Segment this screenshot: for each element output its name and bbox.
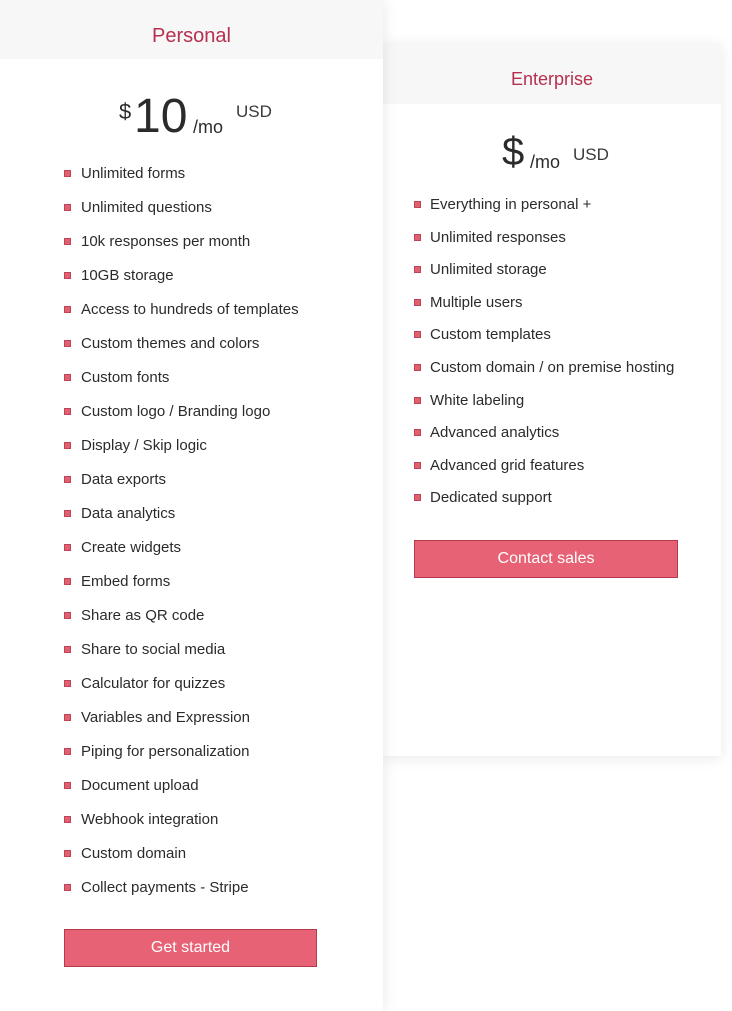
personal-price-currency: $ — [119, 99, 132, 124]
bullet-icon — [414, 331, 421, 338]
feature-label: Share to social media — [81, 641, 226, 658]
contact-sales-button[interactable]: Contact sales — [414, 540, 678, 578]
bullet-icon — [414, 299, 421, 306]
feature-label: Access to hundreds of templates — [81, 301, 299, 318]
bullet-icon — [64, 816, 71, 823]
feature-label: Unlimited forms — [81, 165, 186, 182]
bullet-icon — [64, 238, 71, 245]
feature-label: Custom domain — [81, 845, 187, 862]
bullet-icon — [64, 476, 71, 483]
bullet-icon — [64, 714, 71, 721]
feature-label: Unlimited responses — [430, 228, 566, 246]
bullet-icon — [414, 234, 421, 241]
feature-label: Multiple users — [430, 293, 523, 311]
feature-label: Collect payments - Stripe — [81, 879, 249, 896]
bullet-icon — [64, 442, 71, 449]
bullet-icon — [64, 510, 71, 517]
bullet-icon — [64, 340, 71, 347]
feature-label: Create widgets — [81, 539, 182, 556]
feature-label: Display / Skip logic — [81, 437, 207, 454]
bullet-icon — [64, 306, 71, 313]
bullet-icon — [64, 544, 71, 551]
enterprise-plan-title: Enterprise — [383, 44, 721, 104]
enterprise-price-unit: USD — [573, 145, 609, 164]
feature-label: Everything in personal + — [430, 196, 592, 213]
feature-label: Unlimited questions — [81, 199, 212, 216]
feature-label: Variables and Expression — [81, 709, 250, 726]
get-started-button[interactable]: Get started — [64, 929, 317, 967]
feature-label: Webhook integration — [81, 811, 219, 828]
enterprise-plan-card — [383, 44, 721, 756]
feature-label: Custom themes and colors — [81, 335, 260, 352]
feature-label: Data analytics — [81, 505, 176, 522]
feature-label: Custom fonts — [81, 369, 170, 386]
feature-label: 10k responses per month — [81, 233, 251, 250]
personal-plan-title: Personal — [0, 0, 383, 59]
bullet-icon — [414, 201, 421, 208]
feature-label: Custom domain / on premise hosting — [430, 358, 675, 376]
personal-price-amount: 10 — [134, 90, 188, 143]
feature-label: Advanced grid features — [430, 456, 585, 474]
feature-label: Data exports — [81, 471, 167, 488]
feature-label: 10GB storage — [81, 267, 174, 284]
feature-label: Advanced analytics — [430, 424, 560, 442]
bullet-icon — [64, 578, 71, 585]
feature-label: White labeling — [430, 391, 525, 409]
bullet-icon — [64, 782, 71, 789]
bullet-icon — [64, 646, 71, 653]
bullet-icon — [414, 462, 421, 469]
enterprise-price — [383, 104, 721, 184]
enterprise-price-period: /mo — [530, 152, 561, 172]
bullet-icon — [64, 374, 71, 381]
feature-label: Calculator for quizzes — [81, 675, 226, 692]
bullet-icon — [64, 884, 71, 891]
feature-label: Dedicated support — [430, 489, 552, 507]
personal-price-unit: USD — [236, 102, 272, 121]
feature-label: Piping for personalization — [81, 743, 250, 760]
personal-price-period: /mo — [193, 117, 224, 137]
bullet-icon — [414, 429, 421, 436]
feature-label: Unlimited storage — [430, 261, 547, 279]
feature-label: Document upload — [81, 777, 199, 794]
bullet-icon — [64, 680, 71, 687]
bullet-icon — [64, 204, 71, 211]
feature-label: Custom logo / Branding logo — [81, 403, 271, 420]
bullet-icon — [64, 612, 71, 619]
bullet-icon — [64, 170, 71, 177]
feature-label: Custom templates — [430, 326, 551, 344]
bullet-icon — [64, 408, 71, 415]
feature-label: Share as QR code — [81, 607, 205, 624]
bullet-icon — [64, 850, 71, 857]
bullet-icon — [414, 397, 421, 404]
personal-price — [0, 59, 383, 143]
bullet-icon — [414, 494, 421, 501]
bullet-icon — [64, 272, 71, 279]
bullet-icon — [414, 364, 421, 371]
feature-label: Embed forms — [81, 573, 171, 590]
enterprise-price-currency: $ — [502, 130, 525, 174]
bullet-icon — [64, 748, 71, 755]
bullet-icon — [414, 266, 421, 273]
